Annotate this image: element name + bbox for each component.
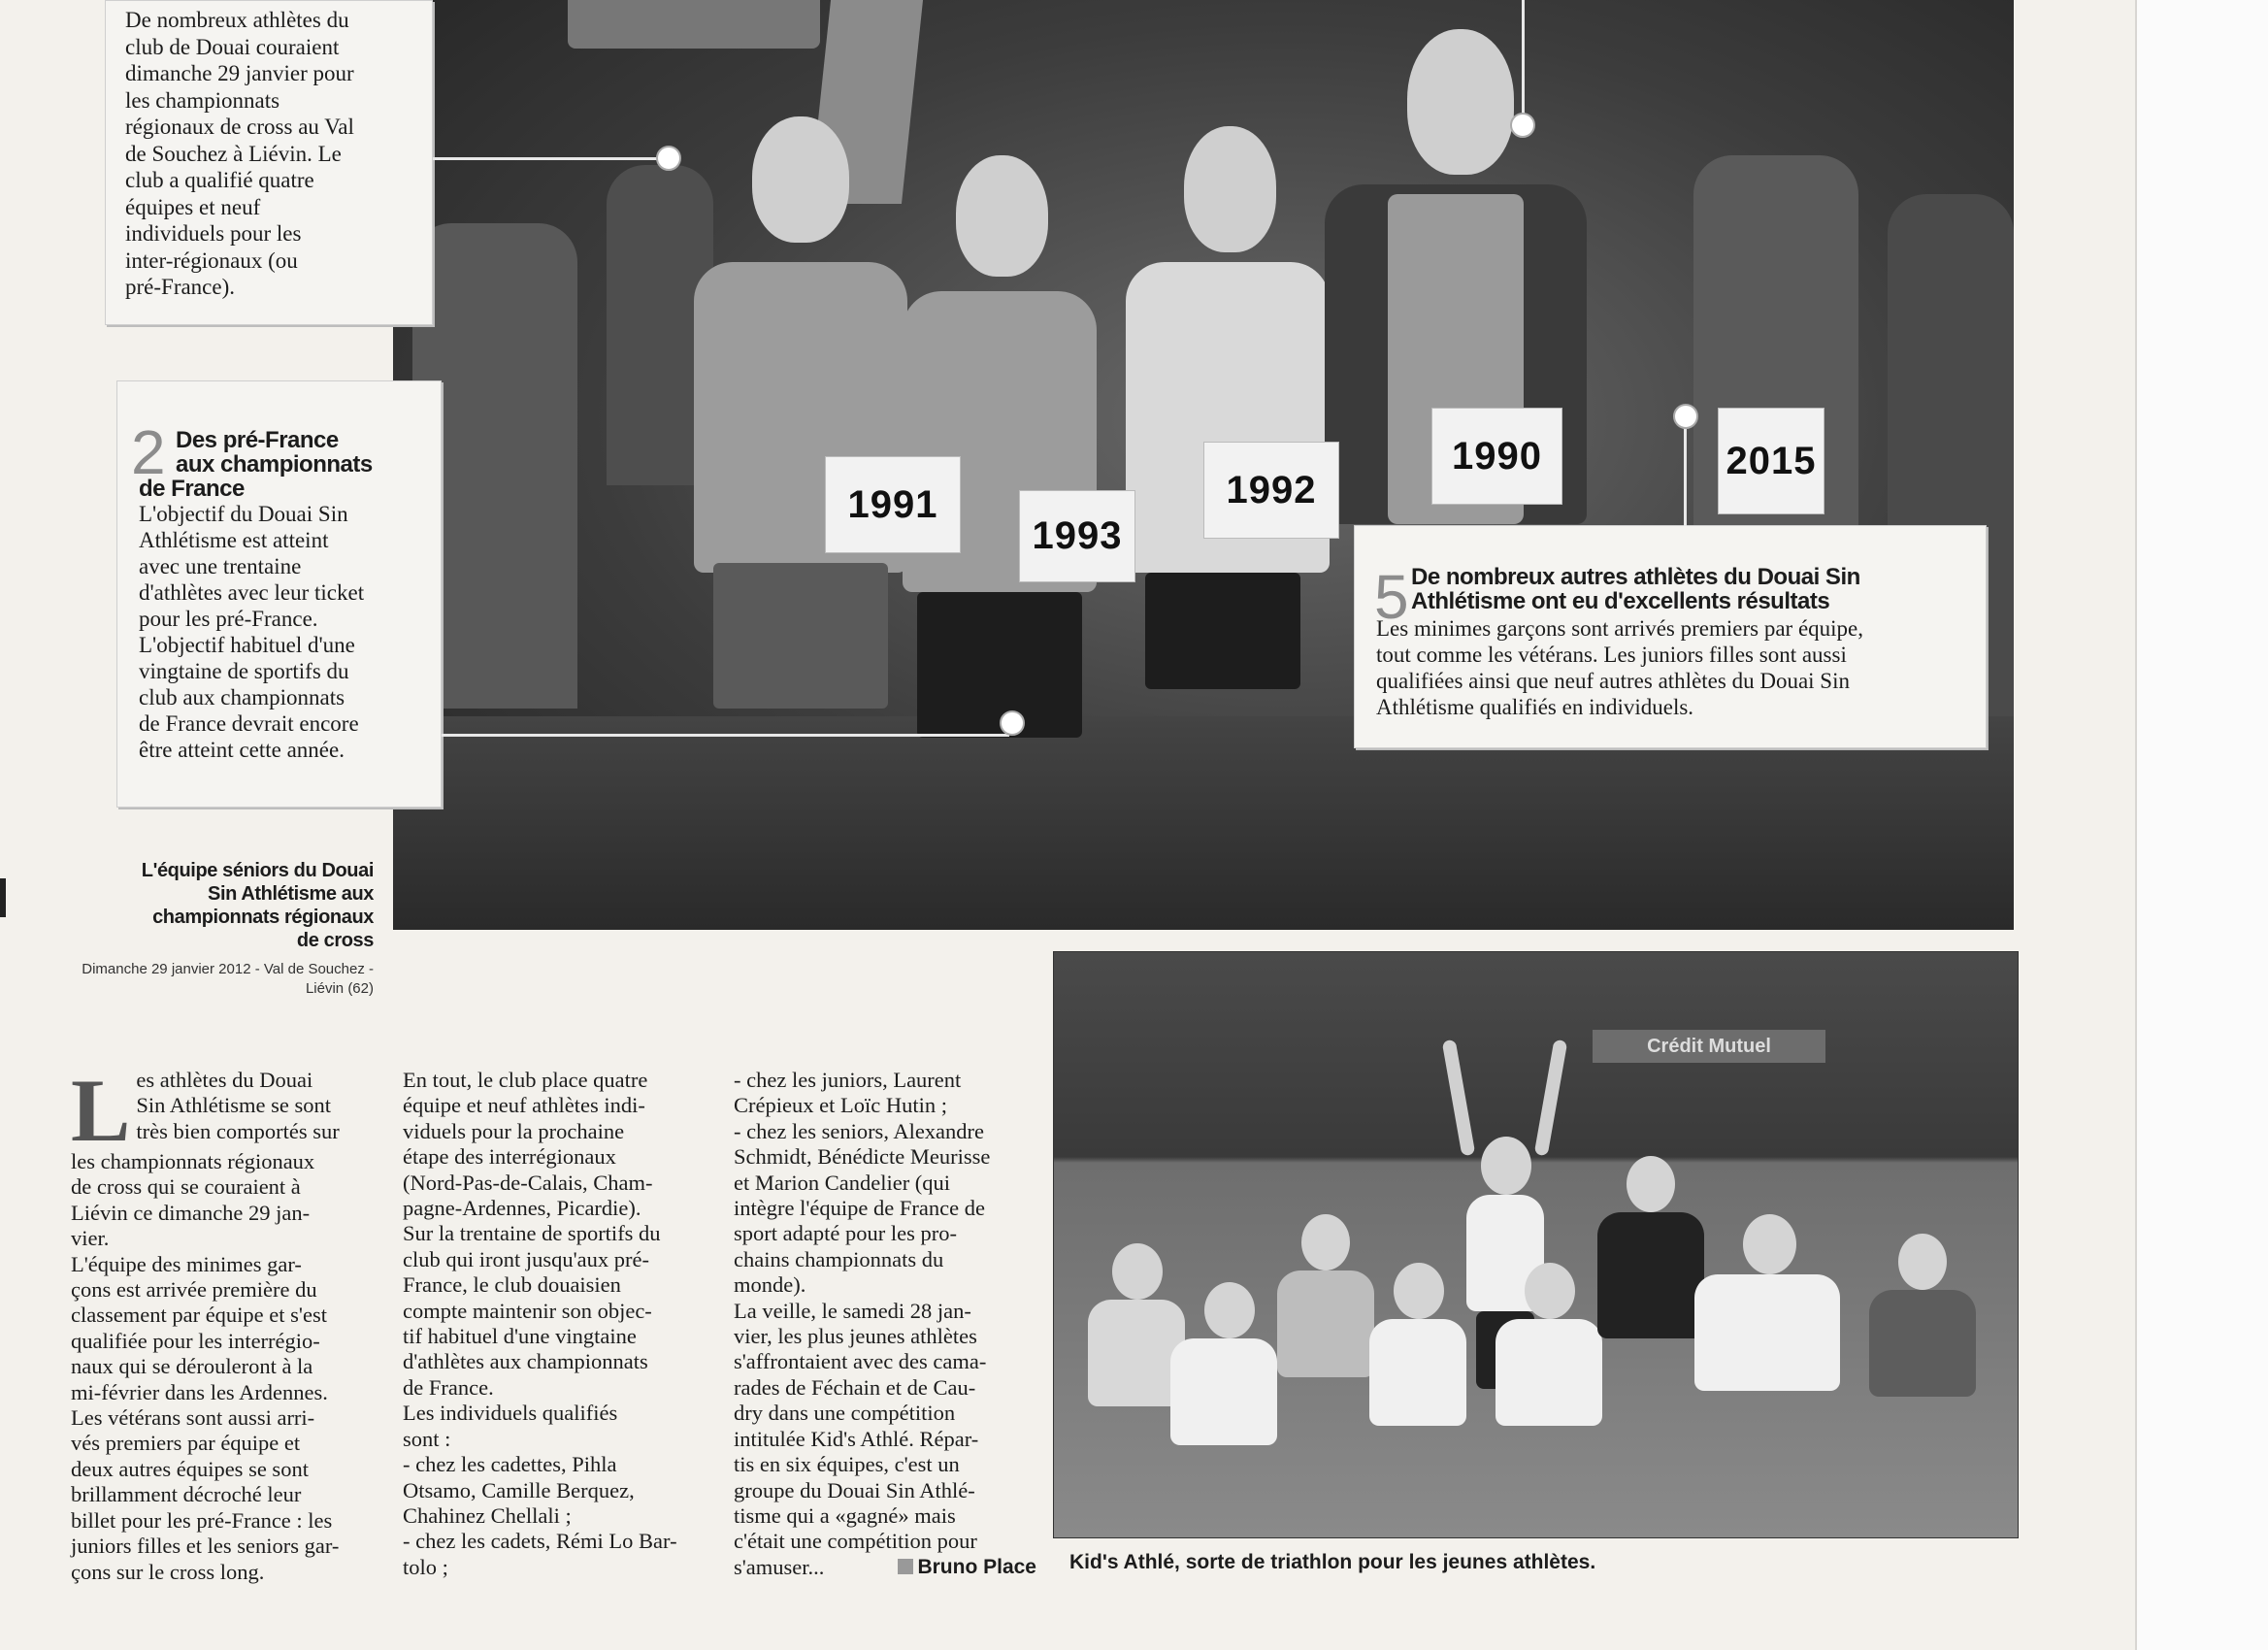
callout-text-line: équipes et neuf bbox=[125, 194, 261, 219]
photo-banner bbox=[568, 0, 820, 49]
article-line: Otsamo, Camille Berquez, bbox=[403, 1477, 635, 1502]
article-line: (Nord-Pas-de-Calais, Cham- bbox=[403, 1170, 653, 1195]
article-line: dry dans une compétition bbox=[734, 1401, 956, 1426]
article-line: vés premiers par équipe et bbox=[71, 1431, 301, 1456]
article-line: Chahinez Chellali ; bbox=[403, 1502, 572, 1528]
article-line: billet pour les pré-France : les bbox=[71, 1507, 333, 1533]
callout-text-line: inter-régionaux (ou bbox=[125, 248, 298, 273]
callout-text-line: individuels pour les bbox=[125, 221, 302, 246]
callout-text-line: L'objectif du Douai Sin bbox=[139, 502, 348, 526]
kid-sitting bbox=[1355, 1263, 1491, 1515]
article-line: intègre l'équipe de France de bbox=[734, 1196, 985, 1221]
callout-text-line: pré-France). bbox=[125, 275, 236, 299]
callout-leader-line bbox=[433, 157, 666, 160]
callout-2 bbox=[116, 380, 442, 808]
drop-cap: L bbox=[71, 1061, 131, 1160]
article-line: tis en six équipes, c'est un bbox=[734, 1452, 960, 1477]
article-line: tisme qui a «gagné» mais bbox=[734, 1502, 956, 1528]
bib-number: 1990 bbox=[1431, 408, 1562, 505]
callout-marker-dot bbox=[1510, 113, 1535, 138]
article-line: les championnats régionaux bbox=[71, 1149, 315, 1173]
article-line: Sur la trentaine de sportifs du bbox=[403, 1221, 661, 1246]
callout-leader-line bbox=[442, 734, 1009, 737]
article-line: - chez les cadets, Rémi Lo Bar- bbox=[403, 1529, 677, 1554]
article-line: pagne-Ardennes, Picardie). bbox=[403, 1196, 641, 1221]
article-line: çons est arrivée première du bbox=[71, 1277, 317, 1303]
callout-text-line: Athlétisme qualifiés en individuels. bbox=[1376, 695, 1694, 719]
caption-title-line: championnats régionaux bbox=[152, 907, 374, 928]
photo-kids bbox=[1053, 951, 2019, 1538]
article-line: Les vétérans sont aussi arri- bbox=[71, 1405, 315, 1431]
bib-number: 1992 bbox=[1203, 442, 1339, 539]
callout-text-line: Les minimes garçons sont arrivés premiers par équipe, bbox=[1376, 616, 1864, 641]
article-line: sport adapté pour les pro- bbox=[734, 1221, 957, 1246]
photo-kids-caption: Kid's Athlé, sorte de triathlon pour les jeunes athlètes. bbox=[1069, 1551, 1596, 1573]
article-line: classement par équipe et s'est bbox=[71, 1303, 327, 1328]
article-line: intitulée Kid's Athlé. Répar- bbox=[734, 1426, 979, 1451]
article-line: En tout, le club place quatre bbox=[403, 1068, 648, 1092]
article-line: - chez les cadettes, Pihla bbox=[403, 1452, 617, 1477]
article-line: Sin Athlétisme se sont bbox=[136, 1093, 332, 1118]
photo-athletes bbox=[393, 0, 2014, 930]
article-line: groupe du Douai Sin Athlé- bbox=[734, 1477, 975, 1502]
article-line: çons sur le cross long. bbox=[71, 1559, 265, 1584]
caption-date-line: Dimanche 29 janvier 2012 - Val de Souchez - bbox=[82, 961, 374, 977]
photo-caption bbox=[58, 859, 374, 999]
article-line: France, le club douaisien bbox=[403, 1272, 621, 1298]
callout-text-line: pour les pré-France. bbox=[139, 607, 318, 631]
article-line: tif habituel d'une vingtaine bbox=[403, 1324, 637, 1349]
page-margin-right bbox=[2135, 0, 2268, 1650]
article-line: brillamment décroché leur bbox=[71, 1482, 302, 1507]
callout-text-line: de Souchez à Liévin. Le bbox=[125, 141, 342, 166]
callout-top bbox=[105, 0, 433, 325]
callout-heading-line: Des pré-France bbox=[176, 427, 339, 453]
callout-text-line: club aux championnats bbox=[139, 685, 345, 710]
callout-leader-line bbox=[1684, 419, 1687, 526]
article-line: deux autres équipes se sont bbox=[71, 1456, 309, 1481]
callout-text-line: dimanche 29 janvier pour bbox=[125, 61, 354, 85]
article-line: Les individuels qualifiés bbox=[403, 1401, 618, 1426]
article-line: très bien comportés sur bbox=[136, 1118, 340, 1143]
article-line: d'athlètes aux championnats bbox=[403, 1349, 648, 1374]
article-line: - chez les juniors, Laurent bbox=[734, 1068, 962, 1092]
article-line: juniors filles et les seniors gar- bbox=[71, 1534, 340, 1559]
callout-text-line: Athlétisme est atteint bbox=[139, 528, 329, 552]
byline bbox=[898, 1555, 1036, 1580]
callout-marker-dot bbox=[656, 146, 681, 171]
article-line: de cross qui se couraient à bbox=[71, 1174, 301, 1200]
bib-number: 2015 bbox=[1718, 408, 1824, 514]
sponsor-banner: Crédit Mutuel bbox=[1593, 1030, 1825, 1063]
callout-text-line: qualifiées ainsi que neuf autres athlètes du Douai Sin bbox=[1376, 669, 1850, 693]
callout-text-line: club de Douai couraient bbox=[125, 34, 340, 59]
article-line: naux qui se dérouleront à la bbox=[71, 1354, 313, 1379]
callout-text-line: vingtaine de sportifs du bbox=[139, 659, 349, 683]
article-line: étape des interrégionaux bbox=[403, 1144, 616, 1170]
article-line: Schmidt, Bénédicte Meurisse bbox=[734, 1144, 991, 1170]
callout-text-line: L'objectif habituel d'une bbox=[139, 633, 355, 657]
bib-number: 1993 bbox=[1019, 490, 1135, 582]
article-line: équipe et neuf athlètes indi- bbox=[403, 1093, 645, 1118]
callout-text-line: d'athlètes avec leur ticket bbox=[139, 580, 365, 605]
article-column-3 bbox=[734, 1068, 1036, 1580]
article-line: La veille, le samedi 28 jan- bbox=[734, 1298, 971, 1323]
caption-title-line: L'équipe séniors du Douai bbox=[141, 860, 374, 881]
article-line: club qui iront jusqu'aux pré- bbox=[403, 1246, 650, 1271]
article-line: es athlètes du Douai bbox=[136, 1068, 313, 1092]
article-line: qualifiée pour les interrégio- bbox=[71, 1328, 320, 1353]
bib-number: 1991 bbox=[825, 456, 961, 553]
article-line: tolo ; bbox=[403, 1554, 448, 1579]
article-line: vier, les plus jeunes athlètes bbox=[734, 1324, 977, 1349]
article-line: s'affrontaient avec des cama- bbox=[734, 1349, 987, 1374]
article-line: compte maintenir son objec- bbox=[403, 1298, 652, 1323]
callout-text-line: de France devrait encore bbox=[139, 711, 359, 736]
callout-text-line: De nombreux athlètes du bbox=[125, 8, 349, 32]
article-line-end: s'amuser... bbox=[734, 1554, 825, 1579]
article-line: monde). bbox=[734, 1272, 806, 1298]
article-column-2 bbox=[403, 1068, 713, 1580]
callout-marker-dot bbox=[1000, 710, 1025, 736]
byline-square-icon bbox=[898, 1559, 913, 1574]
caption-title-line: de cross bbox=[296, 930, 374, 951]
kid-crouching bbox=[1859, 1234, 1986, 1467]
article-line: sont : bbox=[403, 1426, 451, 1451]
callout-text-line: les championnats bbox=[125, 87, 280, 113]
callout-text-line: club a qualifié quatre bbox=[125, 168, 314, 192]
article-line: de France. bbox=[403, 1374, 494, 1400]
callout-heading-line: aux championnats bbox=[176, 451, 373, 478]
article-line: rades de Féchain et de Cau- bbox=[734, 1374, 976, 1400]
byline-name: Bruno Place bbox=[917, 1555, 1036, 1578]
callout-number: 2 bbox=[131, 417, 166, 487]
callout-marker-dot bbox=[1673, 404, 1698, 429]
article-line bbox=[734, 1555, 1036, 1580]
callout-5 bbox=[1354, 525, 1987, 748]
article-line: Crépieux et Loïc Hutin ; bbox=[734, 1093, 947, 1118]
callout-heading-line: Athlétisme ont eu d'excellents résultats bbox=[1411, 588, 1830, 614]
article-column-1 bbox=[71, 1061, 381, 1585]
callout-heading-line: de France bbox=[139, 476, 245, 502]
article-line: chains championnats du bbox=[734, 1246, 944, 1271]
article-line: et Marion Candelier (qui bbox=[734, 1170, 951, 1195]
caption-title-line: Sin Athlétisme aux bbox=[208, 883, 374, 905]
callout-text-line: avec une trentaine bbox=[139, 554, 302, 578]
article-line: L'équipe des minimes gar- bbox=[71, 1251, 302, 1276]
callout-text-line: régionaux de cross au Val bbox=[125, 115, 354, 139]
caption-date-line: Liévin (62) bbox=[305, 980, 374, 997]
callout-heading-line: De nombreux autres athlètes du Douai Sin bbox=[1411, 564, 1860, 590]
article-line: Liévin ce dimanche 29 jan- bbox=[71, 1200, 311, 1225]
callout-text-line: être atteint cette année. bbox=[139, 738, 345, 762]
article-line: viduels pour la prochaine bbox=[403, 1118, 625, 1143]
callout-number: 5 bbox=[1374, 562, 1409, 632]
article-line: c'était une compétition pour bbox=[734, 1529, 977, 1554]
article-line: - chez les seniors, Alexandre bbox=[734, 1118, 985, 1143]
callout-leader-line bbox=[1522, 0, 1525, 115]
kid-sitting bbox=[1675, 1214, 1859, 1505]
scan-edge-mark bbox=[0, 878, 6, 917]
article-line: mi-février dans les Ardennes. bbox=[71, 1379, 328, 1404]
article-line: vier. bbox=[71, 1226, 110, 1251]
callout-text-line: tout comme les vétérans. Les juniors filles sont aussi bbox=[1376, 643, 1847, 667]
